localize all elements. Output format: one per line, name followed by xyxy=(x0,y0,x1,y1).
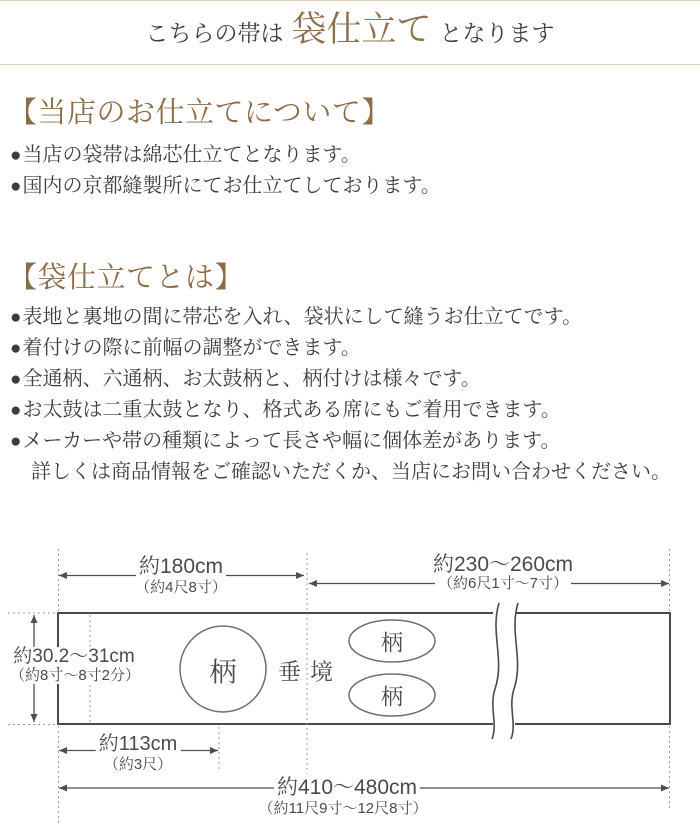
bullet-marker: ● xyxy=(10,145,22,166)
dim-front-length-shaku: （約4尺8寸） xyxy=(135,579,227,596)
dim-pattern-section-cm: 約230〜260cm xyxy=(432,553,574,576)
bullet-list-shop-tailoring xyxy=(10,140,441,202)
bullet-marker: ● xyxy=(10,431,22,452)
bullet-marker: ● xyxy=(10,400,22,421)
dim-tare-length-shaku: （約3尺） xyxy=(103,756,173,773)
obi-dimensions-diagram xyxy=(0,541,700,840)
list-item-text: 当店の袋帯は綿芯仕立てとなります。 xyxy=(22,144,361,166)
section-heading-fukuro-jitate: 【袋仕立てとは】 xyxy=(8,262,245,294)
dim-front-length-cm: 約180cm xyxy=(136,556,226,578)
list-item xyxy=(10,364,671,395)
title-suffix: となります xyxy=(439,21,555,46)
dim-total-length-shaku: （約11尺9寸〜12尺8寸） xyxy=(258,800,428,817)
note-text: 詳しくは商品情報をご確認いただくか、当店にお問い合わせください。 xyxy=(31,461,671,483)
bullet-marker: ● xyxy=(10,338,22,359)
bullet-marker: ● xyxy=(10,369,22,390)
bullet-list-fukuro-jitate xyxy=(10,302,671,488)
dim-width-cm: 約30.2〜31cm xyxy=(10,647,137,667)
dim-width-shaku: （約8寸〜8寸2分） xyxy=(7,668,143,684)
section-heading-shop-tailoring: 【当店のお仕立てについて】 xyxy=(8,97,391,129)
list-item-text: 国内の京都縫製所にてお仕立てしております。 xyxy=(22,175,441,197)
dim-tare-length-cm: 約113cm xyxy=(96,734,181,755)
list-item xyxy=(10,333,671,364)
list-item xyxy=(10,426,671,457)
list-item-text: 表地と裏地の間に帯芯を入れ、袋状にして縫うお仕立てです。 xyxy=(22,306,583,328)
list-item-text: 全通柄、六通柄、お太鼓柄と、柄付けは様々です。 xyxy=(22,368,481,390)
list-item xyxy=(10,140,441,171)
page-title xyxy=(0,1,700,65)
pattern-label-ellipse-bottom: 柄 xyxy=(380,684,404,710)
list-item-text: 着付けの際に前幅の調整ができます。 xyxy=(22,337,361,359)
dim-total-length-cm: 約410〜480cm xyxy=(274,777,420,799)
bullet-marker: ● xyxy=(10,307,22,328)
dim-pattern-section-shaku: （約6尺1寸〜7寸） xyxy=(435,576,571,592)
list-item-text: お太鼓は二重太鼓となり、格式ある席にもご着用できます。 xyxy=(22,399,561,421)
list-item-text: メーカーや帯の種類によって長さや幅に個体差があります。 xyxy=(22,430,561,452)
pattern-label-ellipse-top: 柄 xyxy=(380,630,404,656)
title-emphasis: 袋仕立て xyxy=(291,10,432,49)
pattern-label-circle: 柄 xyxy=(209,657,237,688)
tare-boundary-label: 垂境 xyxy=(278,658,342,685)
list-item xyxy=(10,302,671,333)
title-prefix: こちらの帯は xyxy=(145,21,284,46)
list-item xyxy=(10,171,441,202)
bullet-marker: ● xyxy=(10,176,22,197)
list-item xyxy=(10,395,671,426)
